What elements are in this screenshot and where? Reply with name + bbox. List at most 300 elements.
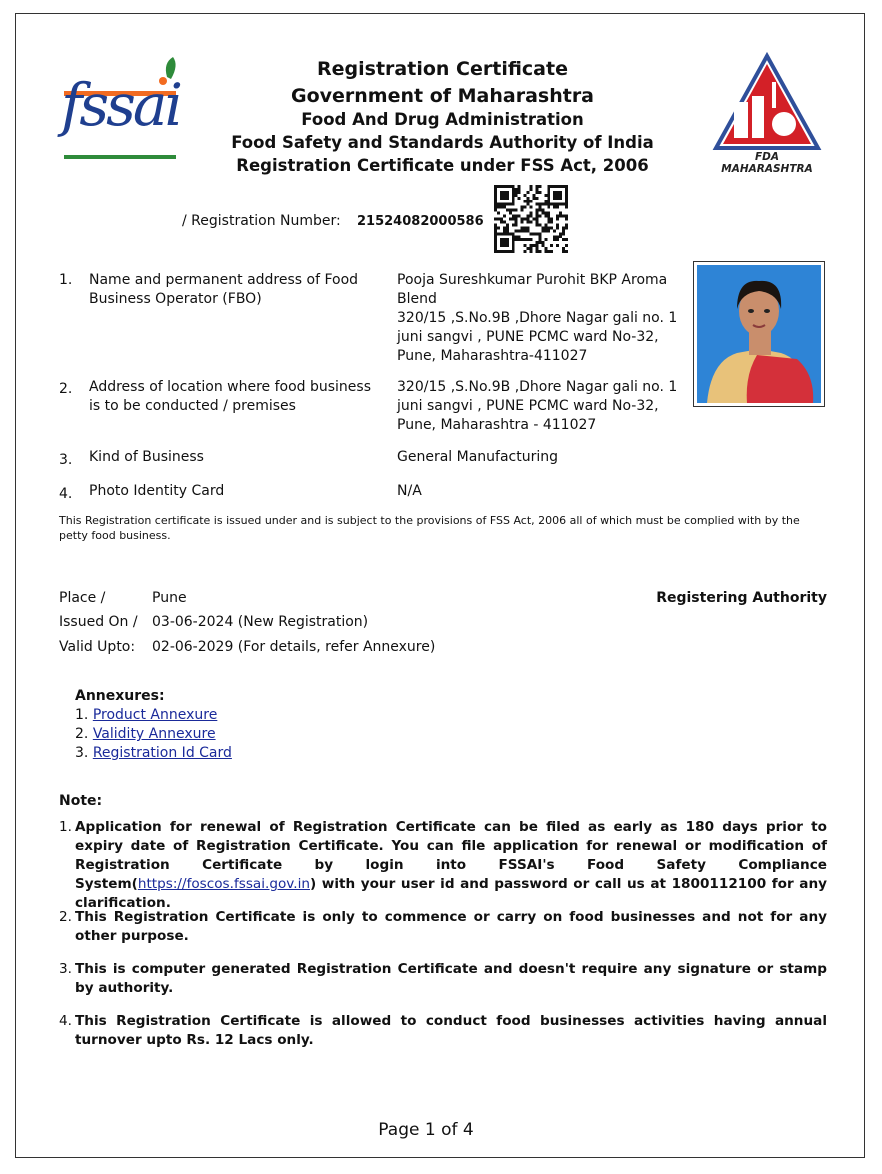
qr-module bbox=[538, 235, 541, 238]
qr-module bbox=[518, 188, 521, 191]
disclaimer-text: This Registration certificate is issued under and is subject to the provisions of FSS Act, 2006 all of which must be complied with by the petty food business. bbox=[59, 514, 800, 542]
qr-module bbox=[521, 229, 524, 232]
row-2-label: Address of location where food business is to be conducted / premises bbox=[89, 379, 372, 414]
qr-module bbox=[550, 250, 553, 253]
qr-module bbox=[524, 206, 527, 209]
qr-module bbox=[565, 185, 568, 188]
row-2-number: 2. bbox=[59, 381, 73, 397]
qr-module bbox=[515, 229, 518, 232]
qr-module bbox=[527, 247, 530, 250]
qr-module bbox=[547, 218, 550, 221]
qr-module bbox=[500, 203, 503, 206]
qr-module bbox=[547, 229, 550, 232]
qr-module bbox=[538, 185, 541, 188]
validity-annexure-link[interactable]: Validity Annexure bbox=[92, 726, 216, 742]
qr-module bbox=[494, 247, 497, 250]
qr-module bbox=[512, 194, 515, 197]
qr-module bbox=[565, 223, 568, 226]
qr-module bbox=[544, 247, 547, 250]
qr-module bbox=[506, 241, 509, 244]
qr-module bbox=[556, 244, 559, 247]
note-item-3: 3. This is computer generated Registration Certificate and doesn't require any signature or stamp by authority. bbox=[59, 961, 827, 996]
qr-module bbox=[538, 209, 541, 212]
qr-module bbox=[553, 197, 556, 200]
note-1-text-a: Application for renewal of Registration Certificate can be filed as early as 180 days prior to expiry date of Registration Certificate. You can file application for renewal or modification of Registration Certificate by login into FSSAI's Food Safety Compliance System( bbox=[75, 819, 827, 892]
qr-module bbox=[550, 244, 553, 247]
qr-module bbox=[521, 209, 524, 212]
qr-module bbox=[565, 250, 568, 253]
qr-module bbox=[515, 223, 518, 226]
qr-module bbox=[503, 191, 506, 194]
qr-module bbox=[544, 212, 547, 215]
qr-module bbox=[553, 203, 556, 206]
qr-module bbox=[547, 194, 550, 197]
qr-module bbox=[547, 220, 550, 223]
qr-module bbox=[562, 238, 565, 241]
qr-module bbox=[527, 218, 530, 221]
qr-module bbox=[544, 250, 547, 253]
qr-module bbox=[494, 209, 497, 212]
qr-module bbox=[530, 247, 533, 250]
qr-module bbox=[530, 185, 533, 188]
qr-module bbox=[553, 191, 556, 194]
qr-module bbox=[565, 226, 568, 229]
qr-module bbox=[544, 203, 547, 206]
qr-module bbox=[512, 247, 515, 250]
qr-module bbox=[506, 194, 509, 197]
qr-module bbox=[562, 232, 565, 235]
qr-module bbox=[538, 223, 541, 226]
qr-module bbox=[547, 250, 550, 253]
qr-module bbox=[500, 220, 503, 223]
qr-module bbox=[530, 250, 533, 253]
qr-module bbox=[512, 209, 515, 212]
qr-module bbox=[521, 218, 524, 221]
qr-module bbox=[503, 215, 506, 218]
qr-module bbox=[538, 232, 541, 235]
qr-module bbox=[494, 241, 497, 244]
qr-module bbox=[544, 229, 547, 232]
qr-module bbox=[535, 203, 538, 206]
qr-module bbox=[527, 215, 530, 218]
qr-module bbox=[541, 241, 544, 244]
qr-module bbox=[500, 194, 503, 197]
note-1-text-b: ) with your user id and password or call us at 1800112100 for any clarification. bbox=[75, 876, 827, 911]
qr-module bbox=[532, 194, 535, 197]
fda-logo-caption: FDA MAHARASHTRA bbox=[721, 151, 813, 175]
note-2-text: This Registration Certificate is only to commence or carry on food businesses and not for any other purpose. bbox=[75, 909, 827, 944]
qr-module bbox=[535, 244, 538, 247]
row-4-label: Photo Identity Card bbox=[89, 483, 225, 499]
qr-module bbox=[527, 200, 530, 203]
qr-module bbox=[530, 200, 533, 203]
row-1-label: Name and permanent address of Food Business Operator (FBO) bbox=[89, 272, 359, 307]
qr-module bbox=[497, 203, 500, 206]
qr-module bbox=[509, 203, 512, 206]
qr-module bbox=[565, 244, 568, 247]
qr-module bbox=[500, 250, 503, 253]
qr-module bbox=[565, 206, 568, 209]
qr-module bbox=[556, 206, 559, 209]
qr-module bbox=[512, 200, 515, 203]
qr-module bbox=[503, 232, 506, 235]
qr-module bbox=[556, 203, 559, 206]
qr-module bbox=[512, 203, 515, 206]
qr-module bbox=[550, 226, 553, 229]
qr-module bbox=[562, 250, 565, 253]
qr-module bbox=[553, 185, 556, 188]
page-number: Page 1 of 4 bbox=[378, 1120, 474, 1140]
qr-module bbox=[535, 188, 538, 191]
qr-module bbox=[565, 197, 568, 200]
qr-module bbox=[524, 238, 527, 241]
qr-module bbox=[559, 212, 562, 215]
qr-module bbox=[506, 223, 509, 226]
qr-module bbox=[550, 220, 553, 223]
qr-module bbox=[565, 215, 568, 218]
qr-module bbox=[503, 250, 506, 253]
qr-module bbox=[565, 188, 568, 191]
qr-module bbox=[512, 197, 515, 200]
qr-module bbox=[500, 244, 503, 247]
qr-module bbox=[506, 244, 509, 247]
qr-module bbox=[530, 244, 533, 247]
qr-module bbox=[547, 206, 550, 209]
qr-module bbox=[512, 185, 515, 188]
qr-module bbox=[494, 194, 497, 197]
qr-module bbox=[518, 215, 521, 218]
qr-module bbox=[503, 241, 506, 244]
qr-module bbox=[532, 218, 535, 221]
qr-module bbox=[527, 197, 530, 200]
qr-module bbox=[524, 218, 527, 221]
qr-module bbox=[506, 250, 509, 253]
qr-module bbox=[550, 185, 553, 188]
qr-code bbox=[494, 185, 568, 253]
qr-module bbox=[524, 229, 527, 232]
qr-module bbox=[562, 229, 565, 232]
qr-module bbox=[559, 197, 562, 200]
qr-module bbox=[547, 203, 550, 206]
qr-module bbox=[515, 220, 518, 223]
qr-module bbox=[556, 226, 559, 229]
qr-module bbox=[512, 232, 515, 235]
note-title: Note: bbox=[59, 793, 103, 809]
qr-module bbox=[550, 203, 553, 206]
qr-module bbox=[494, 185, 497, 188]
row-2-value: 320/15 ,S.No.9B ,Dhore Nagar gali no. 1 juni sangvi , PUNE PCMC ward No-32, Pune, Maharashtra - 411027 bbox=[397, 379, 678, 433]
note-item-4: 4. This Registration Certificate is allowed to conduct food businesses activities having annual turnover upto Rs. 12 Lacs only. bbox=[59, 1013, 827, 1048]
qr-module bbox=[530, 206, 533, 209]
product-annexure-link[interactable]: Product Annexure bbox=[92, 707, 218, 723]
row-4-number: 4. bbox=[59, 486, 73, 502]
qr-module bbox=[532, 244, 535, 247]
qr-module bbox=[521, 226, 524, 229]
qr-module bbox=[494, 250, 497, 253]
qr-module bbox=[532, 197, 535, 200]
qr-module bbox=[509, 218, 512, 221]
qr-module bbox=[494, 226, 497, 229]
qr-module bbox=[500, 218, 503, 221]
qr-module bbox=[559, 203, 562, 206]
qr-module bbox=[535, 191, 538, 194]
qr-module bbox=[494, 238, 497, 241]
qr-module bbox=[524, 200, 527, 203]
qr-module bbox=[544, 194, 547, 197]
qr-module bbox=[538, 203, 541, 206]
qr-module bbox=[500, 238, 503, 241]
registration-id-card-link[interactable]: Registration Id Card bbox=[92, 745, 232, 761]
annexure-item-2 bbox=[75, 726, 216, 742]
qr-module bbox=[547, 212, 550, 215]
qr-module bbox=[497, 218, 500, 221]
qr-module bbox=[509, 212, 512, 215]
qr-module bbox=[494, 244, 497, 247]
qr-module bbox=[497, 212, 500, 215]
note-item-2: 2. This Registration Certificate is only to commence or carry on food businesses and not for any other purpose. bbox=[59, 909, 827, 944]
qr-module bbox=[538, 250, 541, 253]
qr-module bbox=[500, 185, 503, 188]
qr-module bbox=[503, 185, 506, 188]
qr-module bbox=[547, 200, 550, 203]
qr-module bbox=[535, 247, 538, 250]
qr-module bbox=[541, 229, 544, 232]
qr-module bbox=[530, 232, 533, 235]
qr-module bbox=[544, 215, 547, 218]
qr-module bbox=[500, 241, 503, 244]
fbo-photo bbox=[693, 261, 825, 407]
qr-module bbox=[503, 229, 506, 232]
header-government: Government of Maharashtra bbox=[290, 85, 595, 107]
qr-module bbox=[518, 229, 521, 232]
row-3-label: Kind of Business bbox=[89, 449, 204, 465]
header-title: Registration Certificate bbox=[317, 58, 568, 80]
qr-module bbox=[541, 226, 544, 229]
row-1-value-name: Pooja Sureshkumar Purohit BKP Aroma Blend bbox=[397, 272, 668, 307]
qr-module bbox=[524, 194, 527, 197]
row-1-number: 1. bbox=[59, 272, 73, 288]
qr-module bbox=[509, 209, 512, 212]
qr-module bbox=[535, 218, 538, 221]
qr-module bbox=[535, 232, 538, 235]
place-label: Place / bbox=[59, 590, 106, 606]
qr-module bbox=[565, 200, 568, 203]
valid-upto-label: Valid Upto: bbox=[59, 639, 136, 655]
qr-module bbox=[541, 209, 544, 212]
qr-module bbox=[506, 191, 509, 194]
qr-module bbox=[524, 250, 527, 253]
qr-module bbox=[497, 226, 500, 229]
qr-module bbox=[521, 238, 524, 241]
qr-module bbox=[541, 212, 544, 215]
qr-module bbox=[530, 188, 533, 191]
qr-module bbox=[512, 191, 515, 194]
qr-module bbox=[535, 185, 538, 188]
qr-module bbox=[553, 235, 556, 238]
qr-module bbox=[503, 194, 506, 197]
qr-module bbox=[506, 203, 509, 206]
qr-module bbox=[506, 226, 509, 229]
row-3-value: General Manufacturing bbox=[397, 449, 558, 465]
qr-module bbox=[494, 229, 497, 232]
qr-module bbox=[509, 232, 512, 235]
qr-module bbox=[494, 235, 497, 238]
qr-module bbox=[559, 191, 562, 194]
qr-module bbox=[494, 206, 497, 209]
qr-module bbox=[553, 194, 556, 197]
qr-module bbox=[515, 209, 518, 212]
qr-module bbox=[515, 194, 518, 197]
qr-module bbox=[559, 232, 562, 235]
qr-module bbox=[503, 220, 506, 223]
issued-on-value: 03-06-2024 (New Registration) bbox=[152, 614, 369, 630]
qr-module bbox=[527, 191, 530, 194]
qr-module bbox=[503, 197, 506, 200]
qr-module bbox=[506, 197, 509, 200]
qr-module bbox=[562, 215, 565, 218]
row-1-value-address: 320/15 ,S.No.9B ,Dhore Nagar gali no. 1 juni sangvi , PUNE PCMC ward No-32, Pune, Maharashtra-411027 bbox=[397, 310, 678, 364]
qr-module bbox=[512, 218, 515, 221]
qr-module bbox=[559, 185, 562, 188]
qr-module bbox=[506, 238, 509, 241]
qr-module bbox=[515, 218, 518, 221]
qr-module bbox=[524, 226, 527, 229]
qr-module bbox=[506, 185, 509, 188]
qr-module bbox=[530, 215, 533, 218]
annexure-3-number: 3. bbox=[75, 745, 89, 761]
qr-module bbox=[518, 235, 521, 238]
header-fssai: Food Safety and Standards Authority of India bbox=[231, 133, 654, 152]
qr-module bbox=[509, 250, 512, 253]
qr-module bbox=[530, 238, 533, 241]
qr-module bbox=[565, 203, 568, 206]
qr-module bbox=[559, 215, 562, 218]
qr-module bbox=[547, 197, 550, 200]
qr-module bbox=[535, 209, 538, 212]
qr-module bbox=[497, 250, 500, 253]
qr-module bbox=[544, 223, 547, 226]
qr-module bbox=[503, 226, 506, 229]
note-4-text: This Registration Certificate is allowed to conduct food businesses activities having annual turnover upto Rs. 12 Lacs only. bbox=[75, 1013, 827, 1048]
qr-module bbox=[512, 215, 515, 218]
qr-module bbox=[500, 191, 503, 194]
qr-module bbox=[494, 197, 497, 200]
qr-module bbox=[527, 238, 530, 241]
note-item-1: 1. Application for renewal of Registration Certificate can be filed as early as 180 days prior to expiry date of Registration Certificate. You can file application for renewal or modification of Registration Certificate by login into FSSAI's Food Safety Compliance System(https://foscos.fssai.gov.in) with your user id and password or call us at 1800112100 for any clarification. bbox=[59, 819, 827, 911]
qr-module bbox=[565, 191, 568, 194]
qr-module bbox=[559, 194, 562, 197]
qr-module bbox=[515, 188, 518, 191]
qr-module bbox=[512, 250, 515, 253]
qr-module bbox=[550, 218, 553, 221]
qr-module bbox=[521, 206, 524, 209]
qr-module bbox=[503, 238, 506, 241]
qr-module bbox=[556, 215, 559, 218]
qr-module bbox=[535, 212, 538, 215]
qr-module bbox=[494, 203, 497, 206]
qr-module bbox=[527, 226, 530, 229]
qr-module bbox=[562, 247, 565, 250]
qr-module bbox=[553, 206, 556, 209]
qr-module bbox=[556, 218, 559, 221]
qr-module bbox=[532, 232, 535, 235]
qr-module bbox=[497, 185, 500, 188]
qr-module bbox=[556, 235, 559, 238]
issued-on-label: Issued On / bbox=[59, 614, 138, 630]
qr-module bbox=[538, 215, 541, 218]
qr-module bbox=[556, 194, 559, 197]
qr-module bbox=[538, 206, 541, 209]
annexure-item-1 bbox=[75, 707, 217, 723]
qr-module bbox=[530, 212, 533, 215]
qr-module bbox=[521, 220, 524, 223]
qr-module bbox=[535, 215, 538, 218]
qr-module bbox=[538, 238, 541, 241]
qr-module bbox=[541, 203, 544, 206]
qr-module bbox=[512, 188, 515, 191]
qr-module bbox=[530, 220, 533, 223]
qr-module bbox=[527, 229, 530, 232]
row-4-value: N/A bbox=[397, 483, 422, 499]
qr-module bbox=[562, 185, 565, 188]
qr-module bbox=[547, 191, 550, 194]
qr-module bbox=[515, 215, 518, 218]
qr-module bbox=[515, 191, 518, 194]
qr-module bbox=[506, 229, 509, 232]
qr-module bbox=[544, 226, 547, 229]
qr-module bbox=[518, 191, 521, 194]
qr-module bbox=[538, 191, 541, 194]
qr-module bbox=[535, 223, 538, 226]
qr-module bbox=[503, 206, 506, 209]
qr-module bbox=[494, 200, 497, 203]
qr-module bbox=[497, 232, 500, 235]
row-3-number: 3. bbox=[59, 452, 73, 468]
qr-module bbox=[515, 235, 518, 238]
qr-module bbox=[556, 185, 559, 188]
annexure-2-number: 2. bbox=[75, 726, 89, 742]
qr-module bbox=[500, 206, 503, 209]
qr-module bbox=[509, 185, 512, 188]
qr-module bbox=[547, 215, 550, 218]
qr-module bbox=[559, 235, 562, 238]
qr-module bbox=[556, 238, 559, 241]
qr-module bbox=[512, 238, 515, 241]
qr-module bbox=[535, 197, 538, 200]
qr-module bbox=[494, 188, 497, 191]
qr-module bbox=[562, 203, 565, 206]
qr-module bbox=[494, 223, 497, 226]
qr-module bbox=[535, 250, 538, 253]
qr-module bbox=[512, 235, 515, 238]
qr-module bbox=[503, 244, 506, 247]
qr-module bbox=[556, 197, 559, 200]
qr-module bbox=[547, 226, 550, 229]
qr-module bbox=[494, 232, 497, 235]
qr-module bbox=[565, 238, 568, 241]
annexure-1-number: 1. bbox=[75, 707, 89, 723]
qr-module bbox=[556, 223, 559, 226]
qr-module bbox=[506, 209, 509, 212]
qr-module bbox=[565, 218, 568, 221]
foscos-link[interactable]: https://foscos.fssai.gov.in bbox=[137, 876, 310, 892]
registration-number-value: 21524082000586 bbox=[357, 214, 484, 229]
qr-module bbox=[527, 203, 530, 206]
qr-module bbox=[544, 238, 547, 241]
qr-module bbox=[565, 194, 568, 197]
qr-module bbox=[556, 191, 559, 194]
qr-module bbox=[512, 244, 515, 247]
